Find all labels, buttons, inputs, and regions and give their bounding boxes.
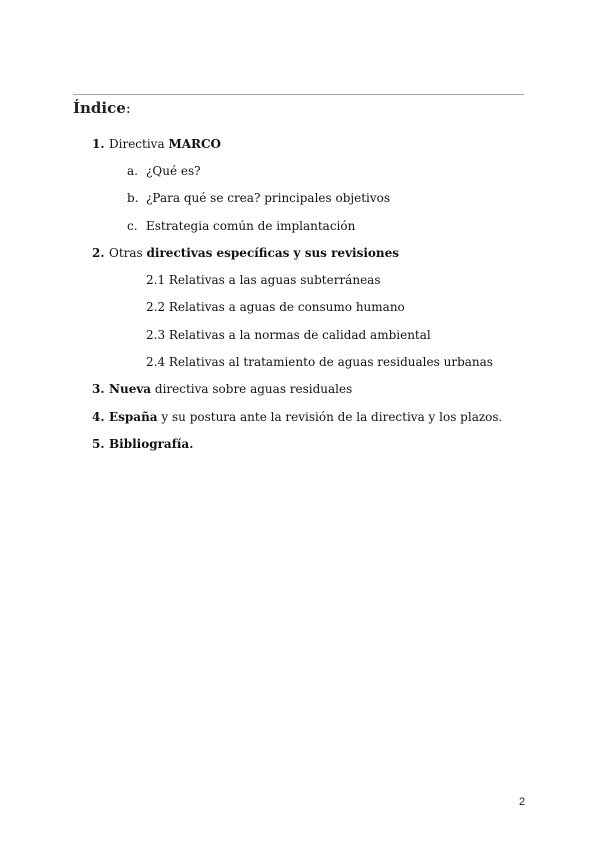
toc-item-4 xyxy=(92,410,502,424)
toc-item-number: 1. xyxy=(92,137,105,151)
toc-subitem-text: 2.4 Relativas al tratamiento de aguas residuales urbanas xyxy=(146,355,493,369)
toc-item-bold-text: Bibliografía xyxy=(109,437,190,451)
toc-item-5 xyxy=(92,437,193,451)
toc-subitem-letter: b. xyxy=(127,191,139,205)
toc-item-text: Otras xyxy=(109,246,147,260)
toc-subitem-2-1 xyxy=(146,273,380,287)
toc-subitem-text: ¿Para qué se crea? principales objetivos xyxy=(146,191,391,205)
toc-item-bold-text: España xyxy=(109,410,158,424)
toc-item-number: 4. xyxy=(92,410,105,424)
toc-item-bold-text: Nueva xyxy=(109,382,152,396)
toc-subitem-b xyxy=(127,191,390,205)
toc-item-bold-text: MARCO xyxy=(168,137,222,151)
toc-item-text-tail: y su postura ante la revisión de la directiva y los plazos. xyxy=(157,410,503,424)
toc-subitem-text: ¿Qué es? xyxy=(146,164,201,178)
toc-subitem-2-2 xyxy=(146,300,405,314)
index-title-text: Índice xyxy=(73,99,126,117)
toc-item-text-tail: . xyxy=(189,437,194,451)
toc-subitem-text: 2.3 Relativas a la normas de calidad ambiental xyxy=(146,328,431,342)
toc-item-number: 5. xyxy=(92,437,105,451)
toc-item-2 xyxy=(92,246,399,260)
toc-item-1 xyxy=(92,137,221,151)
toc-item-text: Directiva xyxy=(109,137,169,151)
toc-subitem-letter: a. xyxy=(127,164,138,178)
toc-subitem-text: 2.2 Relativas a aguas de consumo humano xyxy=(146,300,405,314)
toc-subitem-text: 2.1 Relativas a las aguas subterráneas xyxy=(146,273,381,287)
toc-subitem-letter: c. xyxy=(127,219,138,233)
toc-subitem-text: Estrategia común de implantación xyxy=(146,219,356,233)
toc-subitem-2-3 xyxy=(146,328,431,342)
toc-subitem-2-4 xyxy=(146,355,493,369)
index-title-colon: : xyxy=(125,99,131,117)
toc-item-number: 3. xyxy=(92,382,105,396)
header-rule xyxy=(73,94,524,95)
toc-subitem-c xyxy=(127,219,355,233)
page-number: 2 xyxy=(519,796,526,808)
toc-item-3 xyxy=(92,382,352,396)
toc-subitem-a xyxy=(127,164,201,178)
index-title xyxy=(73,99,131,117)
toc-item-number: 2. xyxy=(92,246,105,260)
toc-item-text-tail: directiva sobre aguas residuales xyxy=(151,382,353,396)
toc-item-bold-text: directivas específicas y sus revisiones xyxy=(146,246,400,260)
